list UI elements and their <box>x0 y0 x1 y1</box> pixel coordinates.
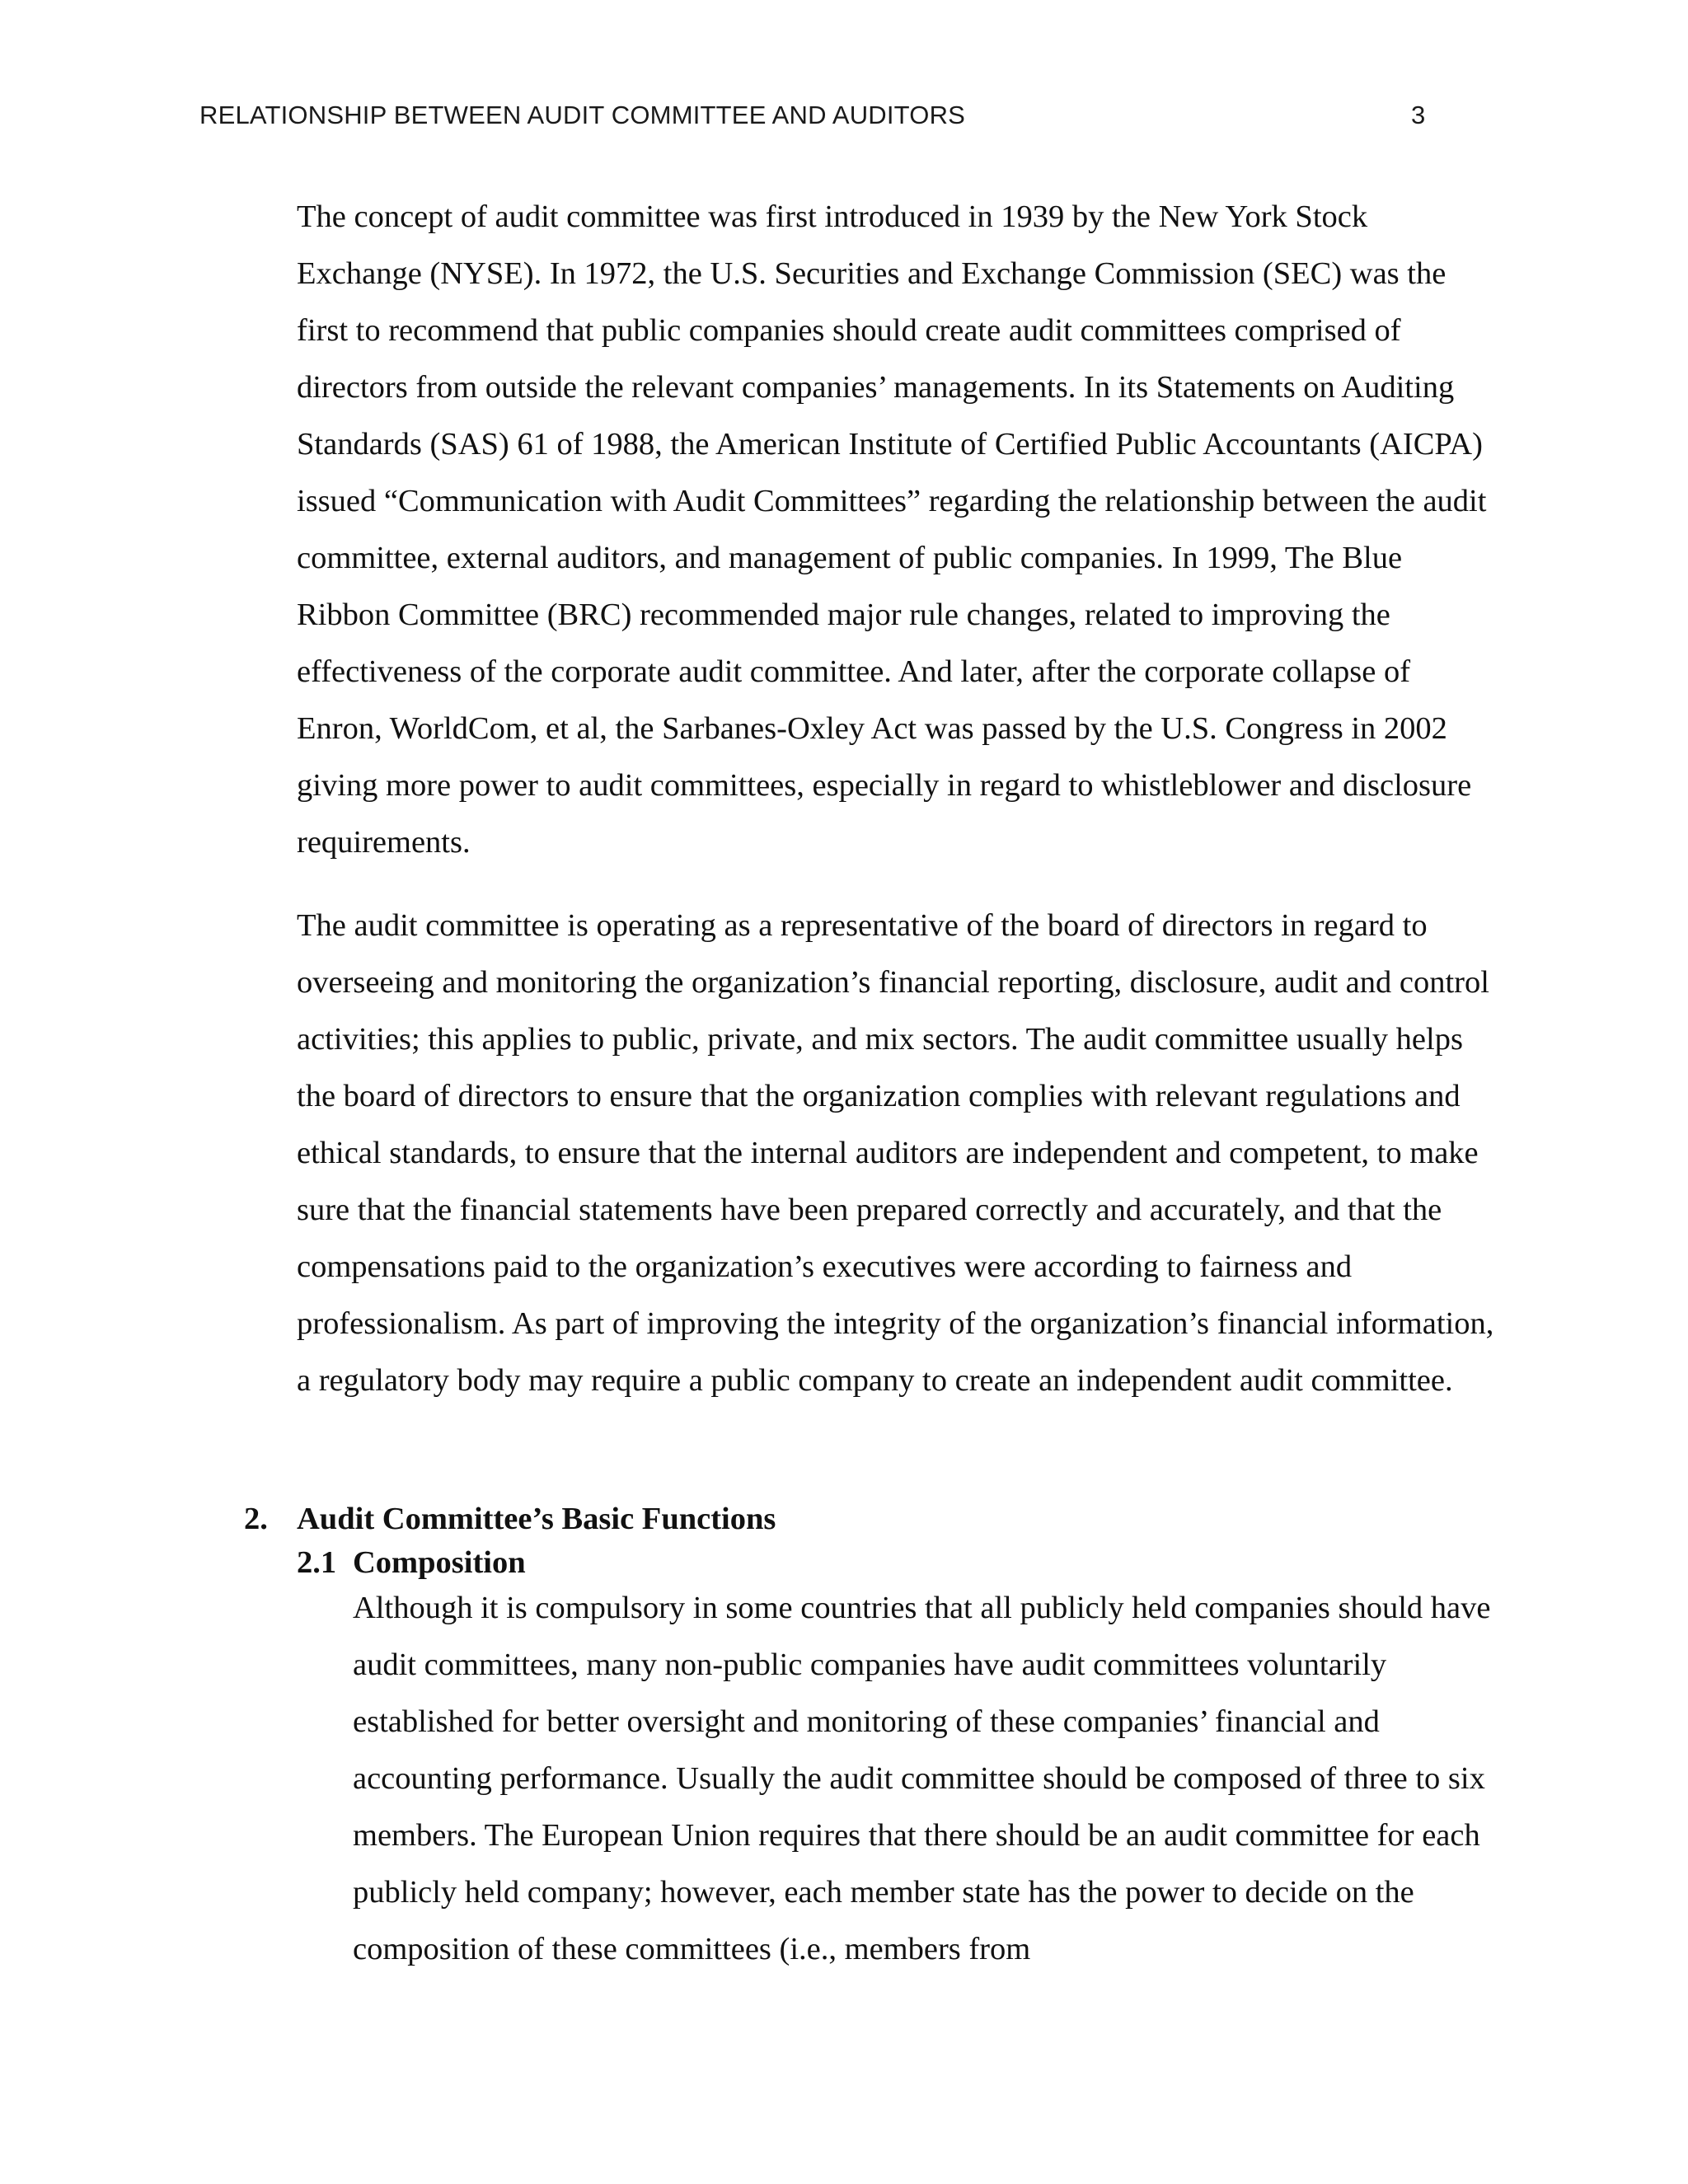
section-heading-2 <box>244 1498 776 1540</box>
paragraph-composition: Although it is compulsory in some countries that all publicly held companies should have audit committees, many non-public companies have audit committees voluntarily established for better oversight and monitoring of these companies’ financial and accounting performance. Usually the audit committee should be composed of three to six members. The European Union requires that there should be an audit committee for each publicly held company; however, each member state has the power to decide on the composition of these committees (i.e., members from <box>353 1591 1491 1966</box>
subsection-title: Composition <box>353 1545 526 1580</box>
paragraph-history: The concept of audit committee was first introduced in 1939 by the New York Stock Exchange (NYSE). In 1972, the U.S. Securities and Exchange Commission (SEC) was the first to recommend that public companies should create audit committees comprised of directors from outside the relevant companies’ managements. In its Statements on Auditing Standards (SAS) 61 of 1988, the American Institute of Certified Public Accountants (AICPA) issued “Communication with Audit Committees” regarding the relationship between the audit committee, external auditors, and management of public companies. In 1999, The Blue Ribbon Committee (BRC) recommended major rule changes, related to improving the effectiveness of the corporate audit committee. And later, after the corporate collapse of Enron, WorldCom, et al, the Sarbanes-Oxley Act was passed by the U.S. Congress in 2002 giving more power to audit committees, especially in regard to whistleblower and disclosure requirements. <box>297 199 1487 860</box>
page-number: 3 <box>1411 101 1426 129</box>
running-head: RELATIONSHIP BETWEEN AUDIT COMMITTEE AND AUDITORS <box>199 101 966 129</box>
paragraph-role: The audit committee is operating as a representative of the board of directors in regard to overseeing and monitoring the organization’s financial reporting, disclosure, audit and control activities; this applies to public, private, and mix sectors. The audit committee usually helps the board of directors to ensure that the organization complies with relevant regulations and ethical standards, to ensure that the internal auditors are independent and competent, to make sure that the financial statements have been prepared correctly and accurately, and that the compensations paid to the organization’s executives were according to fairness and professionalism. As part of improving the integrity of the organization’s financial information, a regulatory body may require a public company to create an independent audit committee. <box>297 908 1494 1398</box>
subsection-heading-2-1 <box>297 1542 526 1583</box>
section-number: 2. <box>244 1502 268 1536</box>
section-title: Audit Committee’s Basic Functions <box>297 1502 776 1536</box>
subsection-number: 2.1 <box>297 1545 337 1580</box>
